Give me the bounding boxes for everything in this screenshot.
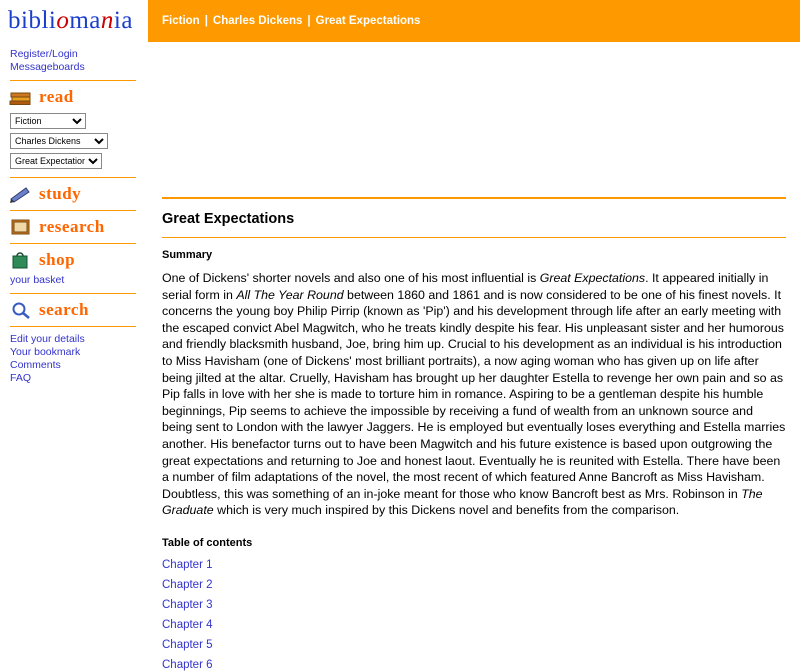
toc-item-chapter-6[interactable]: Chapter 6 xyxy=(162,658,213,671)
breadcrumb-separator-2: | xyxy=(307,15,311,27)
sidebar xyxy=(0,42,148,600)
sidebar-item-your-bookmark[interactable]: Your bookmark xyxy=(10,346,81,358)
sidebar-section-shop-label: shop xyxy=(39,250,76,269)
toc-list xyxy=(162,559,786,671)
book-select[interactable] xyxy=(10,153,102,169)
author-select[interactable] xyxy=(10,133,108,149)
sidebar-item-register-login[interactable]: Register/Login xyxy=(10,48,78,60)
summary-heading: Summary xyxy=(162,249,213,261)
toc-item-chapter-1[interactable]: Chapter 1 xyxy=(162,558,213,571)
page-body xyxy=(0,42,800,671)
magnifier-icon xyxy=(10,301,32,319)
toc-item-chapter-5[interactable]: Chapter 5 xyxy=(162,638,213,651)
page-title: Great Expectations xyxy=(162,211,295,227)
toc-item-chapter-2[interactable]: Chapter 2 xyxy=(162,578,213,591)
category-select[interactable] xyxy=(10,113,86,129)
content-top-divider xyxy=(162,197,786,199)
sidebar-item-comments[interactable]: Comments xyxy=(10,359,61,371)
sidebar-section-shop[interactable] xyxy=(10,250,140,270)
sidebar-section-study[interactable] xyxy=(10,184,140,204)
sidebar-item-edit-your-details[interactable]: Edit your details xyxy=(10,333,85,345)
breadcrumb xyxy=(148,0,800,42)
toc-heading: Table of contents xyxy=(162,536,253,549)
sidebar-divider-6 xyxy=(10,326,136,327)
breadcrumb-item-book[interactable]: Great Expectations xyxy=(315,15,421,27)
sidebar-item-messageboards[interactable]: Messageboards xyxy=(10,61,85,73)
sidebar-divider-5 xyxy=(10,293,136,294)
sidebar-divider-4 xyxy=(10,243,136,244)
sidebar-section-read-label: read xyxy=(39,87,74,106)
breadcrumb-item-author[interactable]: Charles Dickens xyxy=(212,15,303,27)
sidebar-section-research[interactable] xyxy=(10,217,140,237)
books-icon xyxy=(10,88,32,106)
logo-part-2: ma xyxy=(69,6,101,34)
sidebar-divider-2 xyxy=(10,177,136,178)
logo-text xyxy=(8,7,133,35)
toc-item-chapter-3[interactable]: Chapter 3 xyxy=(162,598,213,611)
sidebar-section-search-label: search xyxy=(39,300,89,319)
sidebar-section-search[interactable] xyxy=(10,300,140,320)
book-icon xyxy=(10,218,32,236)
logo-part-3: n xyxy=(100,6,114,34)
sidebar-section-study-label: study xyxy=(39,184,82,203)
site-header xyxy=(0,0,800,42)
breadcrumb-separator-1: | xyxy=(204,15,208,27)
sidebar-item-faq[interactable]: FAQ xyxy=(10,372,32,384)
summary-text: One of Dickens' shorter novels and also one of his most influential is Great Expectations. It appeared initially in serial form in All The Year Round between 1860 and 1861 and is now considered to be one of his finest novels. It concerns the young boy Philip Pirrip (known as 'Pip') and his development through life after an early meeting with the escaped convict Abel Magwitch, who he treats kindly despite his fear. His unpleasant sister and her humorous and friendly blacksmith husband, Joe, bring him up. Crucial to his development as an individual is his introduction to Miss Havisham (one of Dickens' most brilliant portraits), a now aging woman who has given up on life after being jilted at the altar. Cruelly, Havisham has brought up her daughter Estella to revenge her own pain and so as Pip falls in love with her she is made to torture him in romance. Aspiring to be a gentleman despite his humble beginnings, Pip seems to achieve the impossible by receiving a fund of wealth from an unknown source and being sent to London with the lawyer Jaggers. He is employed but eventually loses everything and Estella marries another. His benefactor turns out to have been Magwitch and his future existence is based upon outgrowing the great expectations and returning to Joe and honest laout. Eventually he is reunited with Estella. There have been a number of film adaptations of the novel, the most recent of which featured Anne Bancroft as Miss Havisham. Doubtless, this was something of an in-joke meant for those who know Bancroft best as Mrs. Robinson in The Graduate which is very much inspired by this Dickens novel and benefits from the comparison. xyxy=(162,271,786,518)
main-content xyxy=(148,42,800,671)
sidebar-item-your-basket[interactable]: your basket xyxy=(10,274,65,286)
pen-icon xyxy=(10,185,32,203)
toc-item-chapter-4[interactable]: Chapter 4 xyxy=(162,618,213,631)
title-divider xyxy=(162,237,786,238)
sidebar-divider-3 xyxy=(10,210,136,211)
logo-part-1: bibli xyxy=(8,6,57,34)
sidebar-section-read[interactable] xyxy=(10,87,140,107)
sidebar-section-research-label: research xyxy=(39,217,105,236)
bag-icon xyxy=(10,251,32,269)
breadcrumb-item-fiction[interactable]: Fiction xyxy=(162,15,200,27)
logo-part-italic: o xyxy=(56,6,70,34)
sidebar-divider-1 xyxy=(10,80,136,81)
logo-part-4: ia xyxy=(113,6,133,34)
logo[interactable] xyxy=(0,0,148,42)
